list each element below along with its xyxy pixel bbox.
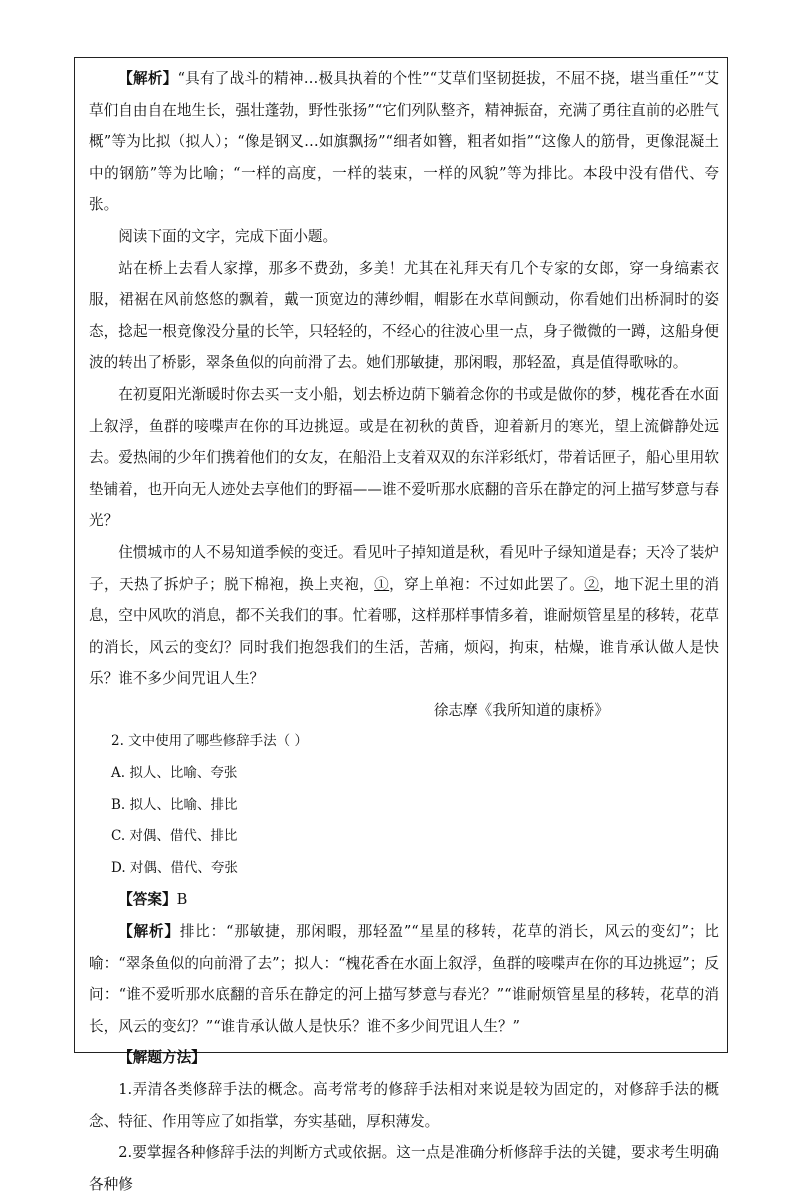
answer-label: 【答案】 [118, 891, 177, 909]
analysis-label-2: 【解析】 [118, 923, 180, 941]
analysis-label: 【解析】 [118, 70, 178, 87]
option-a: A. 拟人、比喻、夸张 [111, 765, 238, 782]
option-d: D. 对偶、借代、夸张 [111, 859, 238, 876]
method-item-1: 1.弄清各类修辞手法的概念。高考常考的修辞手法相对来说是较为固定的，对修辞手法的概念、特征、作用等应了如指掌，夯实基础，厚积薄发。 [89, 1081, 719, 1130]
instruction: 阅读下面的文字，完成下面小题。 [118, 227, 338, 245]
method-item-2: 2.要掌握各种修辞手法的判断方式或依据。这一点是准确分析修辞手法的关键，要求考生明确各种修 [89, 1144, 719, 1193]
answer-value: B [176, 891, 188, 909]
passage-paragraph-3: 住惯城市的人不易知道季候的变迁。看见叶子掉知道是秋，看见叶子绿知道是春；天冷了装炉子，天热了拆炉子；脱下棉袍，换上夹袍，①，穿上单袍：不过如此罢了。②，地下泥土里的消息，空中风吹的消息，都不关我们的事。忙着哪，这样那样事情多着，谁耐烦管星星的移转，花草的消长，风云的变幻？同时我们抱怨我们的生活，苦痛，烦闷，拘束，枯燥，谁肯承认做人是快乐？谁不多少间咒诅人生？ [89, 543, 719, 688]
option-b: B. 拟人、比喻、排比 [111, 796, 238, 813]
option-c: C. 对偶、借代、排比 [111, 828, 238, 845]
passage-source: 徐志摩《我所知道的康桥》 [433, 701, 609, 719]
question-stem: 2. 文中使用了哪些修辞手法（ ） [111, 733, 308, 750]
passage-paragraph-2: 在初夏阳光渐暖时你去买一支小船，划去桥边荫下躺着念你的书或是做你的梦，槐花香在水面上叙浮，鱼群的唼喋声在你的耳边挑逗。或是在初秋的黄昏，迎着新月的寒光，望上流僻静处远去。爱热闹的少年们携着他们的女友，在船沿上支着双双的东洋彩纸灯，带着话匣子，船心里用软垫铺着，也开向无人迹处去享他们的野福——谁不爱听那水底翻的音乐在静定的河上描写梦意与春光？ [89, 385, 719, 530]
document-content [89, 63, 719, 1200]
analysis-2: 【解析】排比：“那敏捷，那闲暇，那轻盈”“星星的移转，花草的消长，风云的变幻”；比喻：“翠条鱼似的向前滑了去”；拟人：“槐花香在水面上叙浮，鱼群的唼喋声在你的耳边挑逗”；反问：“谁不爱听那水底翻的音乐在静定的河上描写梦意与春光？”“谁耐烦管星星的移转，花草的消长，风云的变幻？”“谁肯承认做人是快乐？谁不多少间咒诅人生？” [89, 923, 719, 1035]
answer [89, 884, 719, 916]
method-label: 【解题方法】 [118, 1049, 206, 1067]
analysis-1: 【解析】“具有了战斗的精神…极具执着的个性”“艾草们坚韧挺拔，不屈不挠，堪当重任”“艾草们自由自在地生长，强壮蓬勃，野性张扬”“它们列队整齐，精神振奋，充满了勇往直前的必胜气概”等为比拟（拟人）；“像是钢叉…如旗飘扬”“细者如簪，粗者如指”“这像人的筋骨，更像混凝土中的钢筋”等为比喻；“一样的高度，一样的装束，一样的风貌”等为排比。本段中没有借代、夸张。 [89, 70, 719, 214]
passage-paragraph-1: 站在桥上去看人家撑，那多不费劲，多美！尤其在礼拜天有几个专家的女郎，穿一身缟素衣服，裙裾在风前悠悠的飘着，戴一顶宽边的薄纱帽，帽影在水草间颤动，你看她们出桥洞时的姿态，捻起一根竟像没分量的长竿，只轻轻的，不经心的往波心里一点，身子微微的一蹲，这船身便波的转出了桥影，翠条鱼似的向前滑了去。她们那敏捷，那闲暇，那轻盈，真是值得歌咏的。 [89, 259, 719, 372]
blank-1: ① [374, 575, 390, 593]
blank-2: ② [584, 575, 600, 593]
